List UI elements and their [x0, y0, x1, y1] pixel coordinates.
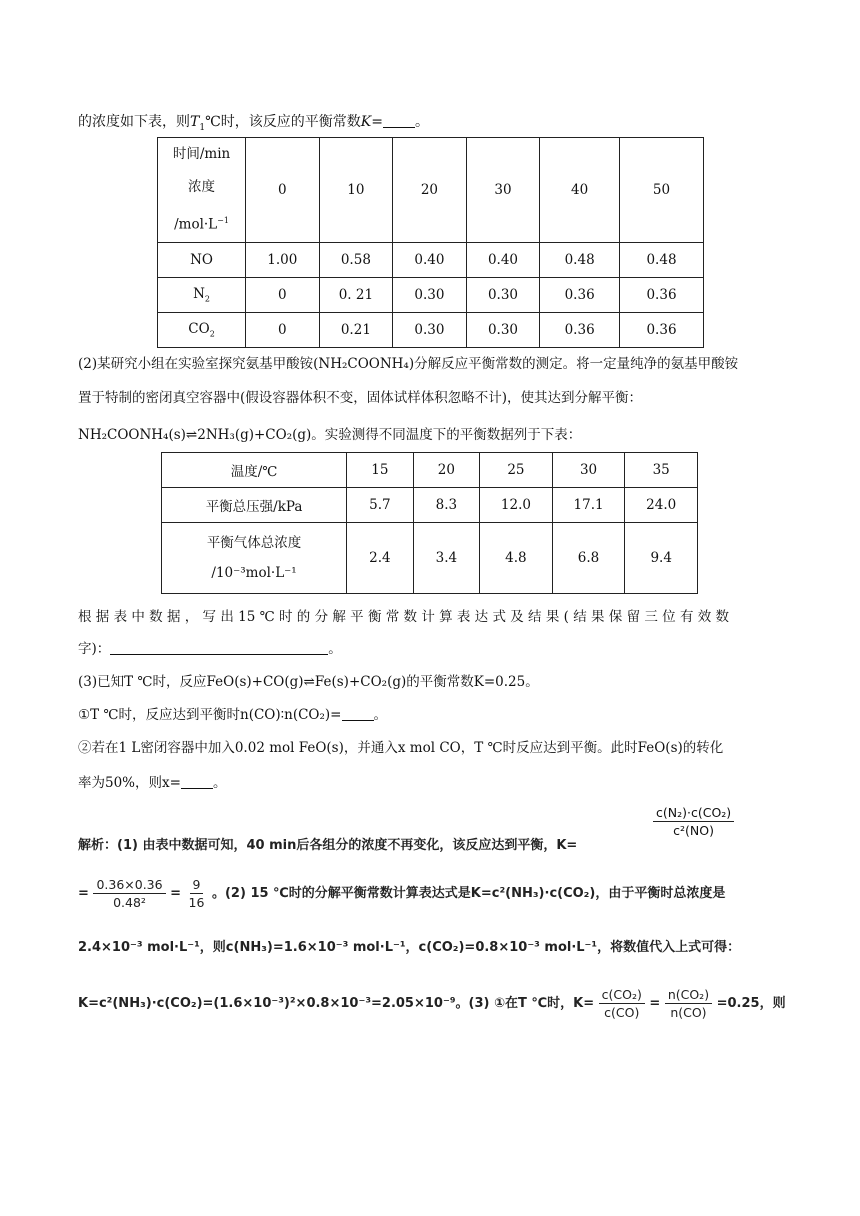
solution-line	[78, 986, 786, 1021]
paragraph-line: 根 据 表 中 数 据 ， 写 出 15 ℃ 时 的 分 解 平 衡 常 数 计 算 表 达 式 及 结 果 ( 结 果 保 留 三 位 有 效 数	[78, 609, 730, 625]
table-cell: 35	[625, 453, 698, 488]
temperature-symbol: T	[190, 114, 200, 130]
fraction	[186, 876, 208, 911]
header-line: 浓度	[188, 179, 216, 196]
table-cell: 0.30	[393, 278, 467, 313]
table-cell: 40	[540, 138, 620, 243]
table-cell: 30	[466, 138, 540, 243]
paragraph-text: 。	[328, 641, 342, 657]
table-cell: 0.36	[620, 313, 704, 348]
row-label-sub: 2	[209, 329, 215, 339]
fraction-numerator: c(CO₂)	[599, 986, 645, 1004]
table-cell: 0.30	[466, 278, 540, 313]
table-cell: 0	[246, 313, 320, 348]
fraction-numerator: 0.36×0.36	[93, 876, 165, 894]
paragraph-line	[78, 773, 226, 793]
solution-text: =	[78, 886, 89, 901]
fraction	[599, 986, 645, 1021]
intro-text: 。	[414, 114, 429, 130]
solution-line: 2.4×10⁻³ mol·L⁻¹，则c(NH₃)=1.6×10⁻³ mol·L⁻¹，c(CO₂)=0.8×10⁻³ mol·L⁻¹，将数值代入上式可得：	[78, 940, 741, 955]
table-cell: 30	[552, 453, 625, 488]
paragraph-line	[78, 705, 387, 725]
header-line	[158, 204, 245, 242]
intro-text: =	[371, 114, 383, 130]
table-cell: 0.48	[620, 243, 704, 278]
fraction	[93, 876, 165, 911]
fraction-numerator: n(CO₂)	[665, 986, 712, 1004]
table-cell: 5.7	[347, 488, 413, 523]
table-row	[162, 453, 698, 488]
table-cell: 8.3	[413, 488, 479, 523]
solution-text: =	[649, 996, 661, 1011]
row-label-text: N	[193, 286, 205, 303]
paragraph-text: ①T ℃时，反应达到平衡时n(CO)∶n(CO₂)=	[78, 707, 342, 723]
table-header-cell	[158, 138, 246, 243]
solution-text: 。(2) 15 ℃时的分解平衡常数计算表达式是K=c²(NH₃)·c(CO₂)，由于平衡时总浓度是	[211, 886, 726, 901]
fraction	[665, 986, 712, 1021]
equilibrium-table	[161, 452, 698, 594]
table-row	[158, 243, 704, 278]
answer-blank	[342, 706, 374, 721]
paragraph-text: 。	[212, 775, 227, 791]
fraction-denominator: c²(NO)	[673, 823, 714, 838]
table-cell: 15	[347, 453, 413, 488]
table-cell: 1.00	[246, 243, 320, 278]
paragraph-text: 率为50%，则x=	[78, 775, 181, 791]
table-cell: 4.8	[480, 523, 553, 594]
table-cell: 6.8	[552, 523, 625, 594]
solution-text: =	[170, 886, 182, 901]
paragraph-text: 。	[373, 707, 387, 723]
paragraph-line	[78, 639, 342, 659]
intro-line	[78, 112, 429, 138]
table-row	[158, 278, 704, 313]
paragraph-line: 置于特制的密闭真空容器中(假设容器体积不变，固体试样体积忽略不计)，使其达到分解平衡：	[78, 390, 643, 406]
solution-line: 解析：(1) 由表中数据可知，40 min后各组分的浓度不再变化，该反应达到平衡，K=	[78, 838, 578, 853]
table-cell: 9.4	[625, 523, 698, 594]
intro-text: ℃时，该反应的平衡常数	[205, 114, 361, 130]
row-label-text: NO	[190, 252, 213, 268]
table-cell: 10	[319, 138, 393, 243]
table-cell: 0.30	[393, 313, 467, 348]
table-cell: 0.30	[466, 313, 540, 348]
table-cell: 20	[393, 138, 467, 243]
fraction-denominator: c(CO)	[604, 1005, 640, 1020]
fraction-numerator: c(N₂)·c(CO₂)	[653, 804, 734, 822]
solution-text: =0.25，则	[716, 996, 786, 1011]
solution-text: K=c²(NH₃)·c(CO₂)=(1.6×10⁻³)²×0.8×10⁻³=2.05×10⁻⁹。(3) ①在T ℃时，K=	[78, 996, 595, 1011]
paragraph-line: ②若在1 L密闭容器中加入0.02 mol FeO(s)，并通入x mol CO，T ℃时反应达到平衡。此时FeO(s)的转化	[78, 740, 724, 756]
table-cell: 0.58	[319, 243, 393, 278]
table-row	[162, 488, 698, 523]
table-cell: 0.36	[540, 278, 620, 313]
table-cell: 0.40	[466, 243, 540, 278]
table-cell: 50	[620, 138, 704, 243]
fraction-numerator: 9	[190, 876, 204, 894]
intro-text: 的浓度如下表，则	[78, 114, 190, 130]
table-row	[158, 138, 704, 243]
table-cell: 20	[413, 453, 479, 488]
row-label	[158, 243, 246, 278]
table-cell: 24.0	[625, 488, 698, 523]
table-cell: 0.48	[540, 243, 620, 278]
table-cell: 0.21	[319, 313, 393, 348]
header-line: 平衡气体总浓度	[206, 535, 302, 551]
table-header-cell: 温度/℃	[162, 453, 347, 488]
fraction-denominator: 16	[188, 895, 205, 910]
row-label-text: CO	[188, 321, 210, 338]
row-label	[158, 278, 246, 313]
table-cell: 0. 21	[319, 278, 393, 313]
answer-blank	[110, 640, 328, 655]
concentration-table	[157, 137, 704, 348]
paragraph-line: (3)已知T ℃时，反应FeO(s)+CO(g)⇌Fe(s)+CO₂(g)的平衡常数K=0.25。	[78, 674, 539, 690]
header-sup: −1	[217, 216, 229, 226]
table-row	[162, 523, 698, 594]
header-line: 时间/min	[172, 146, 231, 163]
table-cell: 0.36	[540, 313, 620, 348]
table-cell: 2.4	[347, 523, 413, 594]
table-header-cell: 平衡总压强/kPa	[162, 488, 347, 523]
table-row	[158, 313, 704, 348]
fraction	[653, 804, 734, 839]
fraction-denominator: 0.48²	[113, 895, 146, 910]
paragraph-text: 字)：	[78, 641, 111, 657]
answer-blank	[383, 113, 415, 128]
paragraph-line: NH₂COONH₄(s)⇌2NH₃(g)+CO₂(g)。实验测得不同温度下的平衡数据列于下表：	[78, 427, 582, 443]
row-label	[158, 313, 246, 348]
solution-line	[78, 876, 725, 911]
fraction-denominator: n(CO)	[670, 1005, 707, 1020]
table-cell: 0	[246, 138, 320, 243]
table-cell: 3.4	[413, 523, 479, 594]
answer-blank	[181, 774, 213, 789]
table-cell: 17.1	[552, 488, 625, 523]
table-cell: 0	[246, 278, 320, 313]
row-label-sub: 2	[204, 294, 210, 304]
paragraph-line: (2)某研究小组在实验室探究氨基甲酸铵(NH₂COONH₄)分解反应平衡常数的测定。将一定量纯净的氨基甲酸铵	[78, 356, 739, 372]
table-cell: 12.0	[480, 488, 553, 523]
table-cell: 0.40	[393, 243, 467, 278]
table-cell: 0.36	[620, 278, 704, 313]
header-line: /10⁻³mol·L⁻¹	[211, 565, 297, 581]
table-header-cell	[162, 523, 347, 594]
k-symbol: K	[360, 114, 372, 130]
temperature-subscript: 1	[199, 122, 206, 133]
table-cell: 25	[480, 453, 553, 488]
header-unit: /mol·L	[174, 216, 218, 233]
